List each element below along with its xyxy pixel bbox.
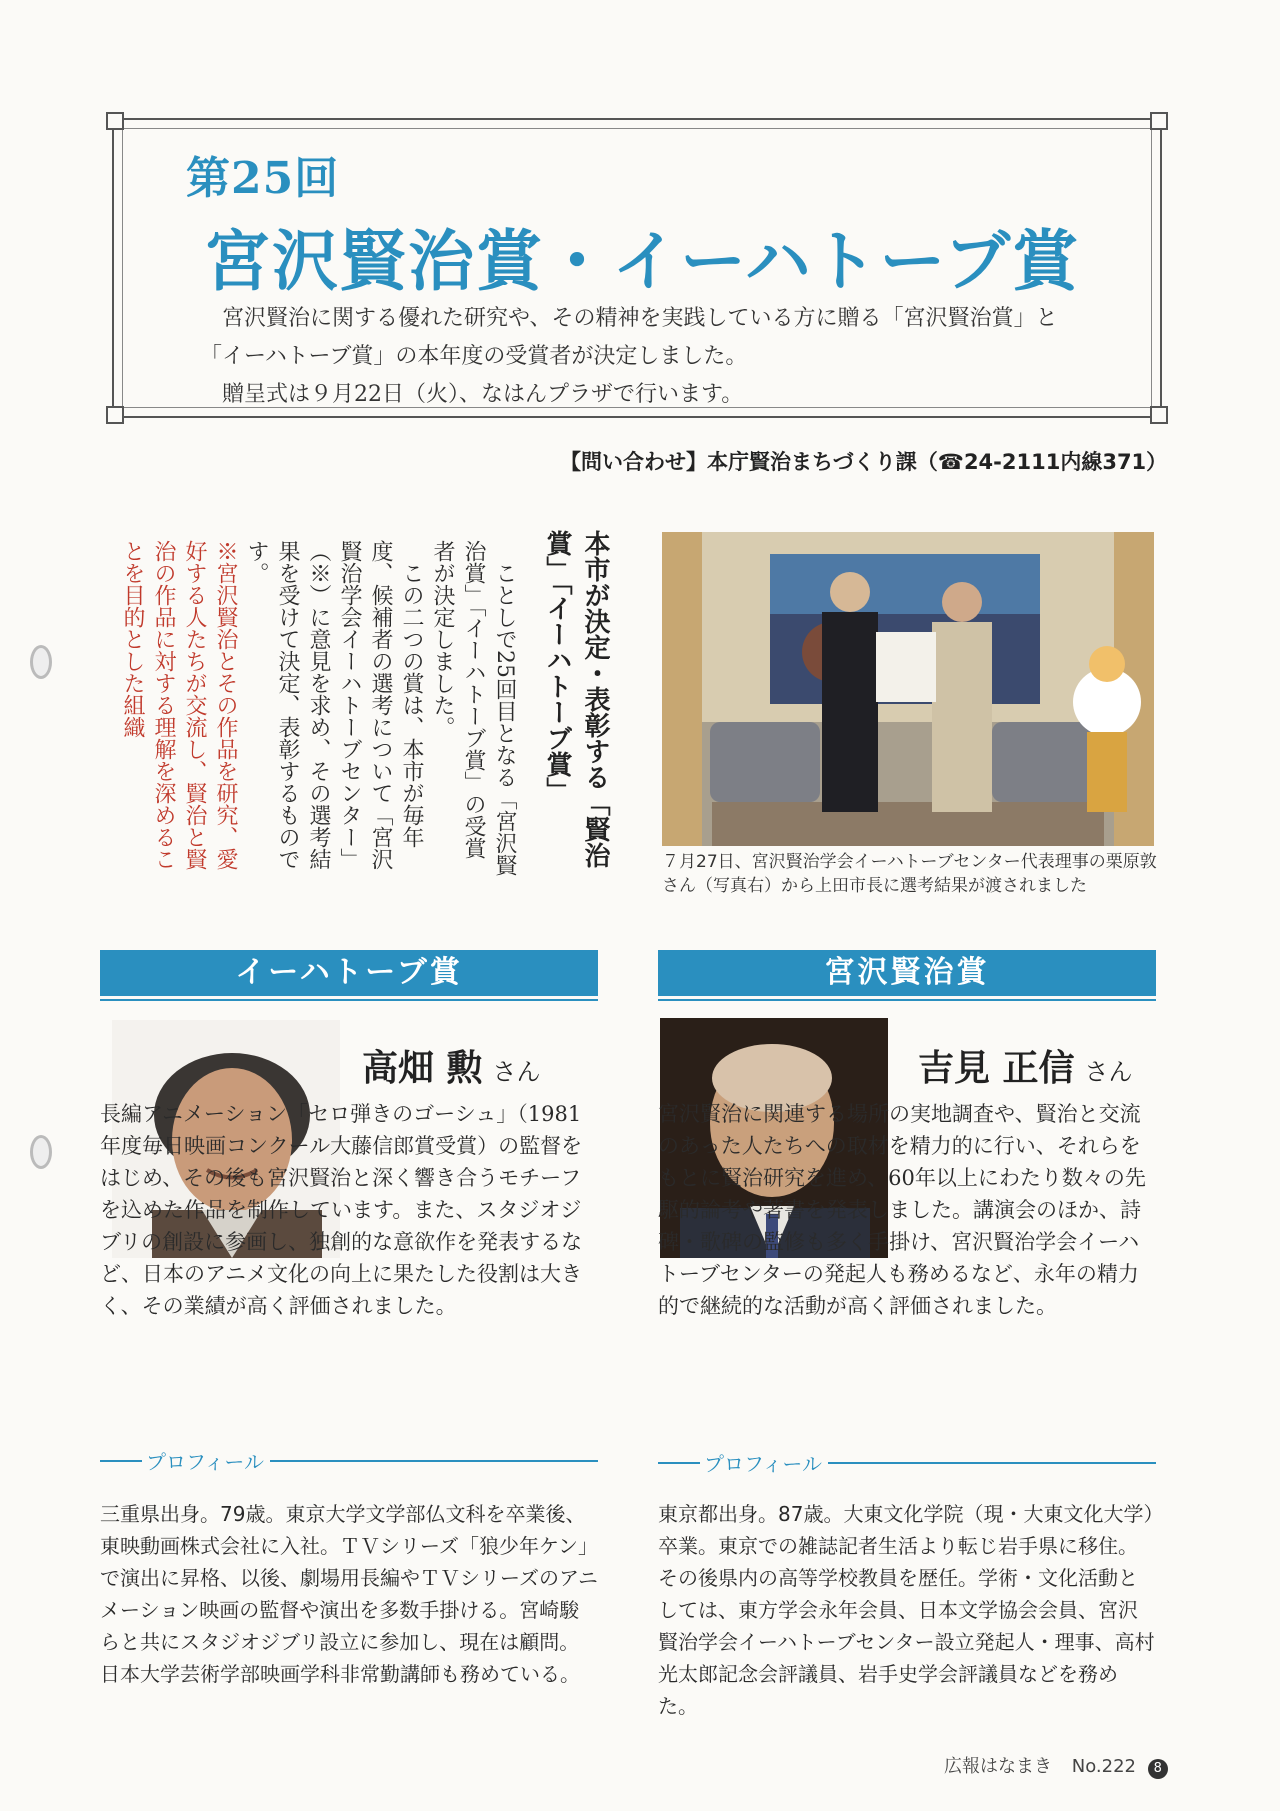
page-number: 8 (1148, 1759, 1168, 1779)
inquiry-line: 【問い合わせ】本庁賢治まちづくり課（☎24-2111内線371） (560, 450, 1168, 474)
takahata-profile: 三重県出身。79歳。東京大学文学部仏文科を卒業後、東映動画株式会社に入社。ＴＶシリーズ「狼少年ケン」で演出に昇格、以後、劇場用長編やＴＶシリーズのアニメーション映画の監督や演出を多数手掛ける。宮崎駿らと共にスタジオジブリ設立に参加し、現在は顧問。日本大学芸術学部映画学科非常勤講師も務めている。 (100, 1502, 598, 1686)
yoshimi-profile-label (658, 1448, 1156, 1477)
edition-label: 第25回 (186, 153, 340, 204)
binder-hole-bottom (30, 1135, 52, 1169)
column-note: ※宮沢賢治とその作品を研究、愛好する人たちが交流し、賢治と賢治の作品に対する理解を深めることを目的とした組織 (120, 540, 238, 870)
takahata-name-text: 高畑 勲 (362, 1047, 483, 1089)
page-footer (944, 1752, 1168, 1779)
yoshimi-honorific: さん (1084, 1058, 1133, 1086)
ceremony-photo-caption: ７月27日、宮沢賢治学会イーハトーブセンター代表理事の栗原敦さん（写真右）から上田市長に選考結果が渡されました (662, 852, 1157, 896)
ihatov-section-header: イーハトーブ賞 (100, 950, 598, 996)
yoshimi-name (918, 1040, 1133, 1091)
takahata-name (362, 1040, 541, 1091)
binder-hole-top (30, 645, 52, 679)
column-body (100, 540, 520, 880)
intro-paragraph-2: 贈呈式は９月22日（火）、なはんプラザで行います。 (222, 382, 744, 407)
page-title: 宮沢賢治賞・イーハトーブ賞 (204, 222, 1081, 300)
column-heading: 本市が決定・表彰する「賢治賞」「イーハトーブ賞」 (542, 530, 610, 868)
intro-text (200, 300, 1080, 414)
yoshimi-profile: 東京都出身。87歳。大東文化学院（現・大東文化大学）卒業。東京での雑誌記者生活より転じ岩手県に移住。その後県内の高等学校教員を歴任。学術・文化活動としては、東方学会永年会員、日本文学協会会員、宮沢賢治学会イーハトーブセンター設立発起人・理事、高村光太郎記念会評議員、岩手史学会評議員などを務めた。 (658, 1502, 1155, 1718)
takahata-honorific: さん (492, 1058, 541, 1086)
takahata-profile-label-text: プロフィール (146, 1450, 264, 1474)
column-paragraph-2: この二つの賞は、本市が毎年度、候補者の選考について「宮沢賢治学会イーハトーブセンター」（※）に意見を求め、その選考結果を受けて決定、表彰するものです。 (244, 540, 424, 870)
takahata-profile-label (100, 1446, 598, 1475)
issue-number: No.222 (1071, 1756, 1136, 1777)
ceremony-photo (662, 532, 1154, 846)
takahata-description: 長編アニメーション「セロ弾きのゴーシュ」（1981年度毎日映画コンクール大藤信郎賞受賞）の監督をはじめ、その後も宮沢賢治と深く響き合うモチーフを込めた作品を制作しています。また、スタジオジブリの創設に参画し、独創的な意欲作を発表するなど、日本のアニメ文化の向上に果たした役割は大きく、その業績が高く評価されました。 (100, 1102, 583, 1318)
kenji-section-header: 宮沢賢治賞 (658, 950, 1156, 996)
yoshimi-profile-label-text: プロフィール (704, 1452, 822, 1476)
yoshimi-name-text: 吉見 正信 (918, 1047, 1075, 1089)
column-paragraph-1: ことしで25回目となる「宮沢賢治賞」「イーハトーブ賞」の受賞者が決定しました。 (430, 540, 517, 876)
publication-name: 広報はなまき (944, 1756, 1052, 1777)
yoshimi-description: 宮沢賢治に関連する場所の実地調査や、賢治と交流のあった人たちへの取材を精力的に行い、それらをもとに賢治研究を進め、60年以上にわたり数々の先駆的論考や著書を発表しました。講演会のほか、詩碑・歌碑の監修も多く手掛け、宮沢賢治学会イーハトーブセンターの発起人も務めるなど、永年の精力的で継続的な活動が高く評価されました。 (658, 1102, 1146, 1318)
intro-paragraph-1: 宮沢賢治に関する優れた研究や、その精神を実践している方に贈る「宮沢賢治賞」と「イーハトーブ賞」の本年度の受賞者が決定しました。 (200, 306, 1058, 369)
